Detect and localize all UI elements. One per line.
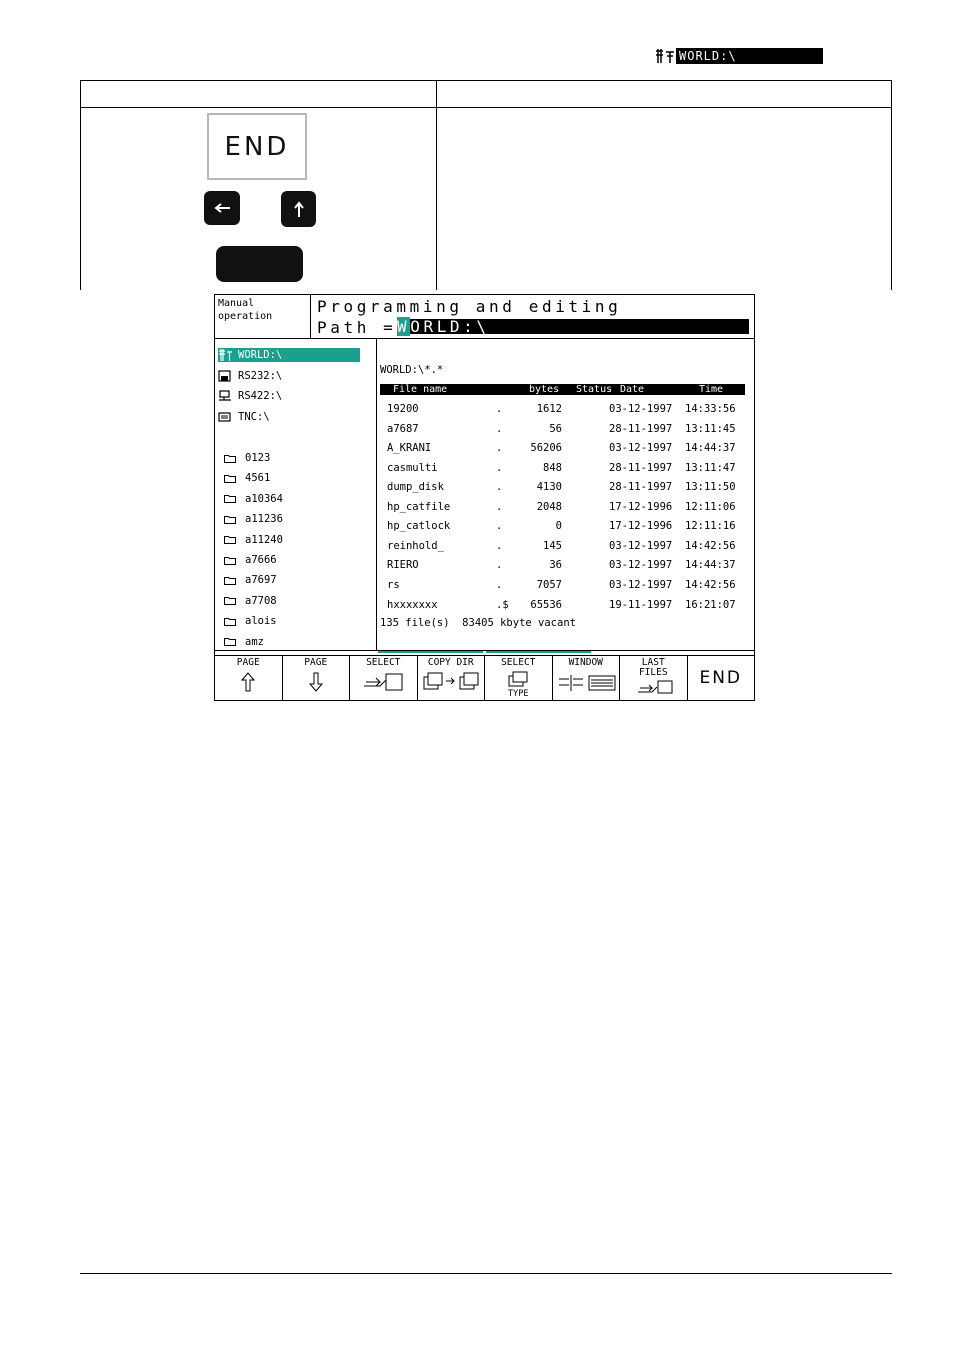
file-row[interactable] xyxy=(380,422,745,436)
file-bytes: 0 xyxy=(555,520,562,533)
file-ext: . xyxy=(496,481,503,494)
file-bytes: 36 xyxy=(549,559,562,572)
file-bytes: 56 xyxy=(549,422,562,435)
softkey-label: PAGE xyxy=(304,657,328,668)
file-ext: . xyxy=(496,578,503,591)
file-row[interactable] xyxy=(380,598,745,612)
tree-folder[interactable] xyxy=(224,635,264,649)
path-field[interactable] xyxy=(397,319,749,334)
file-date: 03-12-1997 xyxy=(609,442,673,455)
tree-folder[interactable] xyxy=(224,533,283,547)
file-mask: WORLD:\*.* xyxy=(380,364,444,376)
file-time: 14:44:37 xyxy=(685,559,736,572)
folder-icon xyxy=(224,576,236,585)
file-bytes: 848 xyxy=(543,461,562,474)
folder-label: a10364 xyxy=(245,492,283,505)
tree-folder[interactable] xyxy=(224,512,283,526)
header-path-text: WORLD:\ xyxy=(676,48,823,64)
file-type-icon xyxy=(507,670,531,688)
col-time: Time xyxy=(699,384,724,395)
file-name: hp_catlock xyxy=(387,520,451,533)
file-time: 12:11:06 xyxy=(685,500,736,513)
file-bytes: 65536 xyxy=(530,598,562,611)
mode-text: Manual operation xyxy=(218,298,273,322)
file-row[interactable] xyxy=(380,480,745,494)
file-row[interactable] xyxy=(380,500,745,514)
active-window-marker-2 xyxy=(486,651,591,653)
arrow-up-icon xyxy=(293,199,305,219)
tree-folder[interactable] xyxy=(224,614,277,628)
folder-label: a11240 xyxy=(245,533,283,546)
tree-label: RS232:\ xyxy=(238,370,283,382)
file-ext: . xyxy=(496,422,503,435)
hard-disk-icon xyxy=(218,411,232,423)
folder-label: alois xyxy=(245,615,277,628)
col-date: Date xyxy=(620,384,645,395)
file-time: 14:42:56 xyxy=(685,539,736,552)
folder-icon xyxy=(224,454,236,463)
files-summary: 135 file(s) 83405 kbyte vacant xyxy=(380,617,576,629)
file-ext: . xyxy=(496,442,503,455)
file-bytes: 145 xyxy=(543,539,562,552)
tree-drive-rs422[interactable] xyxy=(218,389,282,403)
file-bytes: 2048 xyxy=(536,500,562,513)
page-up-softkey[interactable] xyxy=(215,656,283,700)
copy-dir-softkey[interactable] xyxy=(418,656,486,700)
file-ext: .$ xyxy=(496,598,509,611)
copy-dir-icon xyxy=(422,670,482,692)
tree-drive-tnc[interactable] xyxy=(218,410,270,424)
folder-label: amz xyxy=(245,635,264,648)
tree-folder[interactable] xyxy=(224,471,270,485)
folder-icon xyxy=(224,535,236,544)
col-bytes: bytes xyxy=(529,384,560,395)
folder-label: 4561 xyxy=(245,472,271,485)
file-time: 14:44:37 xyxy=(685,442,736,455)
softkey-label: LAST FILES xyxy=(638,657,668,678)
file-bytes: 4130 xyxy=(536,481,562,494)
tree-folder[interactable] xyxy=(224,451,270,465)
file-date: 17-12-1996 xyxy=(609,500,673,513)
file-time: 16:21:07 xyxy=(685,598,736,611)
file-time: 13:11:50 xyxy=(685,481,736,494)
file-time: 14:33:56 xyxy=(685,403,736,415)
path-label: Path = xyxy=(317,318,397,337)
blank-key[interactable] xyxy=(216,246,303,282)
file-date: 03-12-1997 xyxy=(609,578,673,591)
file-date: 28-11-1997 xyxy=(609,461,673,474)
file-date: 03-12-1997 xyxy=(609,403,673,415)
file-ext: . xyxy=(496,539,503,552)
folder-label: a7708 xyxy=(245,594,277,607)
folder-icon xyxy=(224,617,236,626)
tree-label: RS422:\ xyxy=(238,390,283,402)
softkey-label: SELECT xyxy=(366,657,401,668)
tree-folder[interactable] xyxy=(224,573,277,587)
file-date: 28-11-1997 xyxy=(609,422,673,435)
path-cursor: W xyxy=(397,317,411,336)
file-row[interactable] xyxy=(380,558,745,572)
file-ext: . xyxy=(496,461,503,474)
file-row[interactable] xyxy=(380,539,745,553)
softkey-label: SELECT xyxy=(501,657,536,668)
end-key[interactable]: END xyxy=(207,113,307,180)
file-ext: . xyxy=(496,403,503,415)
end-softkey[interactable]: END xyxy=(699,668,743,688)
window-layout-icon xyxy=(557,673,617,693)
mode-indicator xyxy=(214,294,311,338)
network-drive-icon xyxy=(654,48,676,64)
file-date: 17-12-1996 xyxy=(609,520,673,533)
file-row[interactable] xyxy=(380,402,745,416)
active-window-marker xyxy=(378,651,483,653)
file-row[interactable] xyxy=(380,461,745,475)
file-row[interactable] xyxy=(380,441,745,455)
softkey-bar xyxy=(214,655,755,701)
file-date: 19-11-1997 xyxy=(609,598,673,611)
file-ext: . xyxy=(496,559,503,572)
file-time: 12:11:16 xyxy=(685,520,736,533)
folder-label: 0123 xyxy=(245,452,271,464)
tree-folder[interactable] xyxy=(224,594,277,608)
select-softkey[interactable] xyxy=(350,656,418,700)
page-down-softkey[interactable] xyxy=(283,656,351,700)
arrow-down-icon xyxy=(308,672,324,692)
file-date: 28-11-1997 xyxy=(609,481,673,494)
file-time: 13:11:47 xyxy=(685,461,736,474)
folder-icon xyxy=(224,494,236,503)
file-row[interactable] xyxy=(380,578,745,592)
tree-folder[interactable] xyxy=(224,553,277,567)
folder-label: a7697 xyxy=(245,574,277,587)
tree-drive-rs232[interactable] xyxy=(218,369,282,383)
file-ext: . xyxy=(496,520,503,533)
pane-divider xyxy=(376,338,377,651)
col-file-name: File name xyxy=(393,384,448,395)
floppy-icon xyxy=(218,370,232,382)
softkey-label: WINDOW xyxy=(568,657,603,668)
file-bytes: 7057 xyxy=(536,578,562,591)
arrow-left-key[interactable] xyxy=(204,191,240,225)
softkey-sublabel: TYPE xyxy=(508,689,529,699)
select-type-softkey[interactable] xyxy=(485,656,553,700)
file-name: A_KRANI xyxy=(387,442,432,455)
last-files-softkey[interactable] xyxy=(620,656,688,700)
file-time: 14:42:56 xyxy=(685,578,736,591)
softkey-label: PAGE xyxy=(236,657,260,668)
file-name: rs xyxy=(387,578,400,591)
file-date: 03-12-1997 xyxy=(609,559,673,572)
last-files-icon xyxy=(636,678,676,696)
arrow-up-key[interactable] xyxy=(281,191,316,227)
header-path-tag xyxy=(654,48,823,64)
arrow-up-icon xyxy=(240,672,256,692)
footer-rule xyxy=(80,1273,892,1274)
folder-label: a11236 xyxy=(245,513,283,526)
file-name: RIERO xyxy=(387,559,419,572)
file-ext: . xyxy=(496,500,503,513)
folder-label: a7666 xyxy=(245,554,277,566)
tree-label: WORLD:\ xyxy=(238,349,283,361)
softkey-label: COPY DIR xyxy=(427,657,474,668)
file-row[interactable] xyxy=(380,519,745,533)
select-file-icon xyxy=(362,670,406,692)
file-date: 03-12-1997 xyxy=(609,539,673,552)
status-divider xyxy=(214,650,755,651)
tree-label: TNC:\ xyxy=(238,411,270,423)
screen-title: Programming and editing xyxy=(317,297,622,316)
tree-folder[interactable] xyxy=(224,492,283,506)
file-bytes: 56206 xyxy=(530,442,562,455)
file-name: reinhold_ xyxy=(387,539,444,552)
file-name: dump_disk xyxy=(387,481,444,494)
window-softkey[interactable] xyxy=(553,656,621,700)
file-name: a7687 xyxy=(387,422,419,435)
folder-icon xyxy=(224,556,236,565)
network-drive-icon xyxy=(218,349,232,361)
arrow-left-icon xyxy=(212,202,232,214)
file-time: 13:11:45 xyxy=(685,422,736,435)
file-bytes: 1612 xyxy=(536,403,562,415)
folder-icon xyxy=(224,637,236,646)
column-header xyxy=(380,384,745,395)
folder-icon xyxy=(224,474,236,483)
file-name: casmulti xyxy=(387,461,438,474)
file-name: 19200 xyxy=(387,403,419,415)
tree-drive-world[interactable] xyxy=(218,348,360,362)
folder-icon xyxy=(224,515,236,524)
path-value: ORLD:\ xyxy=(410,317,490,336)
folder-icon xyxy=(224,596,236,605)
computer-icon xyxy=(218,390,232,402)
file-name: hp_catfile xyxy=(387,500,451,513)
file-name: hxxxxxxx xyxy=(387,598,438,611)
col-status: Status xyxy=(576,384,613,395)
title-divider xyxy=(214,338,755,339)
